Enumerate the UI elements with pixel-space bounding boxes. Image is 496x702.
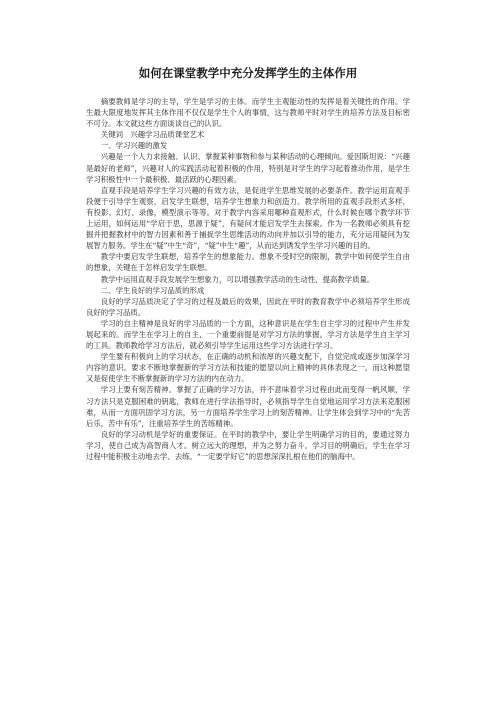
body-paragraph: 直观手段是培养学生学习兴趣的有效方法，是促进学生思维发展的必要条件。教学运用直观手段便于引导学生观察，启发学生联想，培养学生想象力和创造力。教学所用的直观手段形式多样，有投影、幻灯、录像，模型演示等等。对于教学内容采用哪种直观形式，什么时候在哪个教学环节上运用，如何运用“学启于思，思源于疑”，有疑问才能启发学生去探索。作为一名教师必须具有挖掘并把握教材中的智力因素和善于捕捉学生思维活动的动向并加以引导的能力，充分运用疑问为发展智力服务。学生在“疑”中生“奇”，“疑”中生“趣”，从而达到诱发学生学习兴趣的目的。 (86, 185, 410, 251)
body-paragraph: 良好的学习品质决定了学习的过程及最后的效果，因此在平时的教育教学中必须培养学生形成良好的学习品质。 (86, 296, 410, 317)
body-paragraph: 兴趣是一个人力求接触、认识、掌握某种事物和参与某种活动的心理倾向。爱因斯坦说：“兴趣是最好的老师”，兴趣对人的实践活动起着积极的作用，特别是对学生的学习起着推动作用，是学生学习积极性中一个最积极、最活跃的心理因素。 (86, 152, 410, 184)
body-paragraph: 学习的自主精神是良好的学习品质的一个方面，这种意识是在学生自主学习的过程中产生并发展起来的。而学生在学习上的自主，一个重要前提是对学习方法的掌握。学习方法是学生自主学习的工具。教师教给学习方法后，就必须引导学生运用这些学习方法进行学习。 (86, 318, 410, 351)
body-paragraph: 教学中运用直观手段发展学生想象力，可以增强教学活动的生动性，提高教学质量。 (100, 274, 375, 284)
section-heading-1: 一、学习兴趣的激发 (100, 141, 168, 151)
abstract-paragraph: 摘要教师是学习的主导，学生是学习的主体。而学生主观能动性的发挥是着关键性的作用。学生最大限度地发挥其主体作用不仅仅是学生个人的事情，这与教师平时对学生的培养方法及目标密不可分。本文就这些方面谈谈自己的认识。 (86, 97, 410, 129)
keywords-line: 关键词 兴趣学习品质课堂艺术 (100, 130, 205, 140)
body-paragraph: 教学中要启发学生联想，培养学生的想象能力。想象不受时空的限制，教学中如何使学生自由的想象，关键在于怎样启发学生联想。 (86, 252, 410, 273)
section-heading-2: 二、学生良好的学习品质的形成 (100, 285, 205, 295)
body-paragraph: 学生要有积极向上的学习状态，在正确的动机和浓厚的兴趣支配下，自觉完成或逐步加深学习内容的意识。要求不断地掌握新的学习方法和技能的愿望以向上精神的具体表现之一，而这种愿望又是促使学生不断掌握新的学习方法的内在动力。 (86, 352, 410, 384)
body-paragraph: 良好的学习动机是学好的重要保证。在平时的教学中，要让学生明确学习的目的，要通过努力学习，使自己成为高智商人才。树立远大的理想，并为之努力奋斗。学习目的明确后，学生在学习过程中能积极主动地去学、去练。“一定要学好它”的思想深深扎根在他们的脑海中。 (86, 429, 410, 461)
body-paragraph: 学习上要有刻苦精神。掌握了正确的学习方法，并不意味着学习过程由此而变得一帆风顺，学习方法只是克服困难的钥匙，教师在进行学法指导时，必须指导学生自觉地运用学习方法来克服困难，从而一方面巩固学习方法，另一方面培养学生学习上的刻苦精神。让学生体会到学习中的“先苦后乐，苦中有乐”，注重培养学生的苦练精神。 (86, 385, 410, 428)
document-title: 如何在课堂教学中充分发挥学生的主体作用 (138, 66, 358, 80)
